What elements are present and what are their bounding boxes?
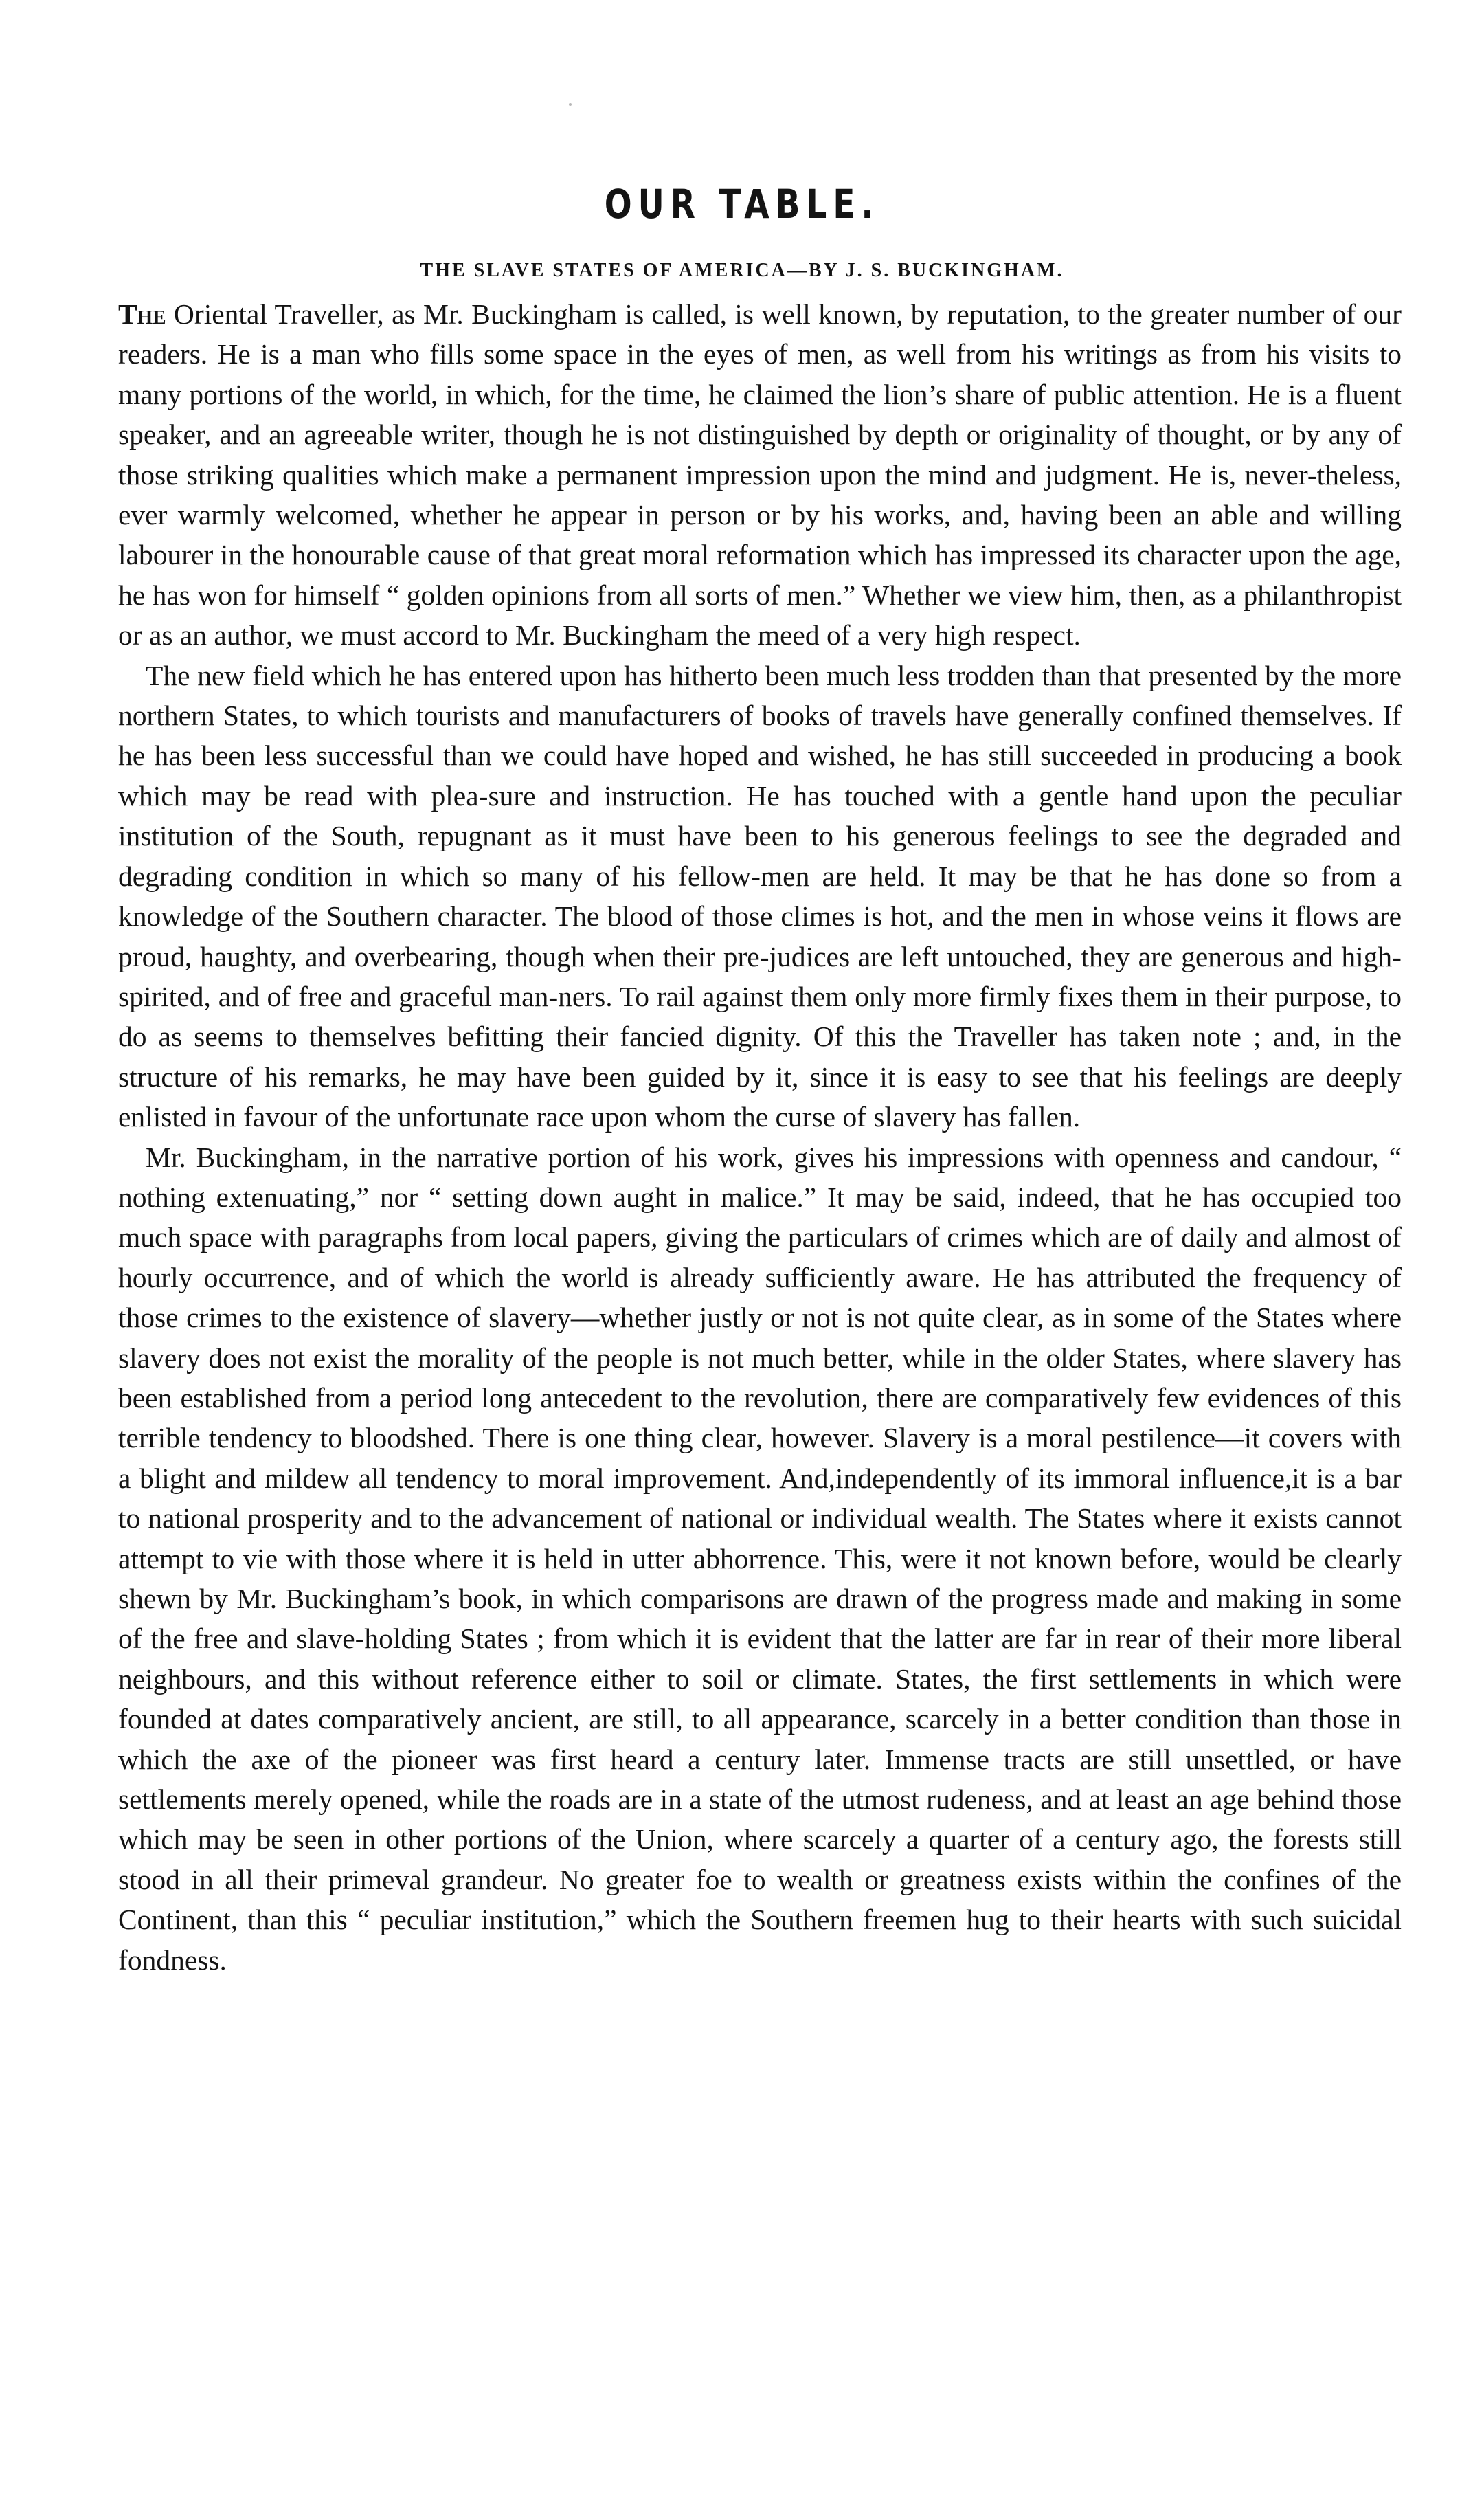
paragraph-2: The new field which he has entered upon has hitherto been much less trodden than that presented by the more northern States, to which tourists and manufacturers of books of travels have generally confined themselves. If he has been less successful than we could have hoped and wished, he has still succeeded in producing a book which may be read with plea-sure and instruction. He has touched with a gentle hand upon the peculiar institution of the South, repugnant as it must have been to his generous feelings to see the degraded and degrading condition in which so many of his fellow-men are held. It may be that he has done so from a knowledge of the Southern character. The blood of those climes is hot, and the men in whose veins it flows are proud, haughty, and overbearing, though when their pre-judices are left untouched, they are generous and high-spirited, and of free and graceful man-ners. To rail against them only more firmly fixes them in their purpose, to do as seems to themselves befitting their fancied dignity. Of this the Traveller has taken note ; and, in the structure of his remarks, he may have been guided by it, since it is easy to see that his feelings are deeply enlisted in favour of the unfortunate race upon whom the curse of slavery has fallen. — [118, 659, 1402, 1133]
paragraph-lead-word: The — [118, 298, 166, 330]
paper-speck — [569, 103, 572, 106]
paragraph-1 — [118, 294, 1402, 656]
paragraph-1-text: Oriental Traveller, as Mr. Buckingham is called, is well known, by reputation, to the greater number of our readers. He is a man who fills some space in the eyes of men, as well from his writings as from his visits to many portions of the world, in which, for the time, he claimed the lion’s share of public attention. He is a fluent speaker, and an agreeable writer, though he is not distinguished by depth or originality of thought, or by any of those striking qualities which make a permanent impression upon the mind and judgment. He is, never-theless, ever warmly welcomed, whether he appear in person or by his works, and, having been an able and willing labourer in the honourable cause of that great moral reformation which has impressed its character upon the age, he has won for himself “ golden opinions from all sorts of men.” Whether we view him, then, as a philanthropist or as an author, we must accord to Mr. Buckingham the meed of a very high respect. — [118, 298, 1402, 651]
article-body — [118, 294, 1402, 1980]
article-subheading: THE SLAVE STATES OF AMERICA—BY J. S. BUCKINGHAM. — [420, 260, 1064, 281]
section-heading: OUR TABLE. — [604, 181, 880, 227]
paragraph-3: Mr. Buckingham, in the narrative portion of his work, gives his impressions with openness and candour, “ nothing extenuating,” nor “ setting down aught in malice.” It may be said, indeed, that he has occupied too much space with paragraphs from local papers, giving the particulars of crimes which are of daily and almost of hourly occurrence, and of which the world is already sufficiently aware. He has attributed the frequency of those crimes to the existence of slavery—whether justly or not is not quite clear, as in some of the States where slavery does not exist the morality of the people is not much better, while in the older States, where slavery has been established from a period long antecedent to the revolution, there are comparatively few evidences of this terrible tendency to bloodshed. There is one thing clear, however. Slavery is a moral pestilence—it covers with a blight and mildew all tendency to moral improvement. And,independently of its immoral influence,it is a bar to national prosperity and to the advancement of national or individual wealth. The States where it exists cannot attempt to vie with those where it is held in utter abhorrence. This, were it not known before, would be clearly shewn by Mr. Buckingham’s book, in which comparisons are drawn of the progress made and making in some of the free and slave-holding States ; from which it is evident that the latter are far in rear of their more liberal neighbours, and this without reference either to soil or climate. States, the first settlements in which were founded at dates comparatively ancient, are still, to all appearance, scarcely in a better condition than those in which the axe of the pioneer was first heard a century later. Immense tracts are still unsettled, or have settlements merely opened, while the roads are in a state of the utmost rudeness, and at least an age behind those which may be seen in other portions of the Union, where scarcely a quarter of a century ago, the forests still stood in all their primeval grandeur. No greater foe to wealth or greatness exists within the confines of the Continent, than this “ peculiar institution,” which the Southern freemen hug to their hearts with such suicidal fondness. — [118, 1141, 1402, 1976]
